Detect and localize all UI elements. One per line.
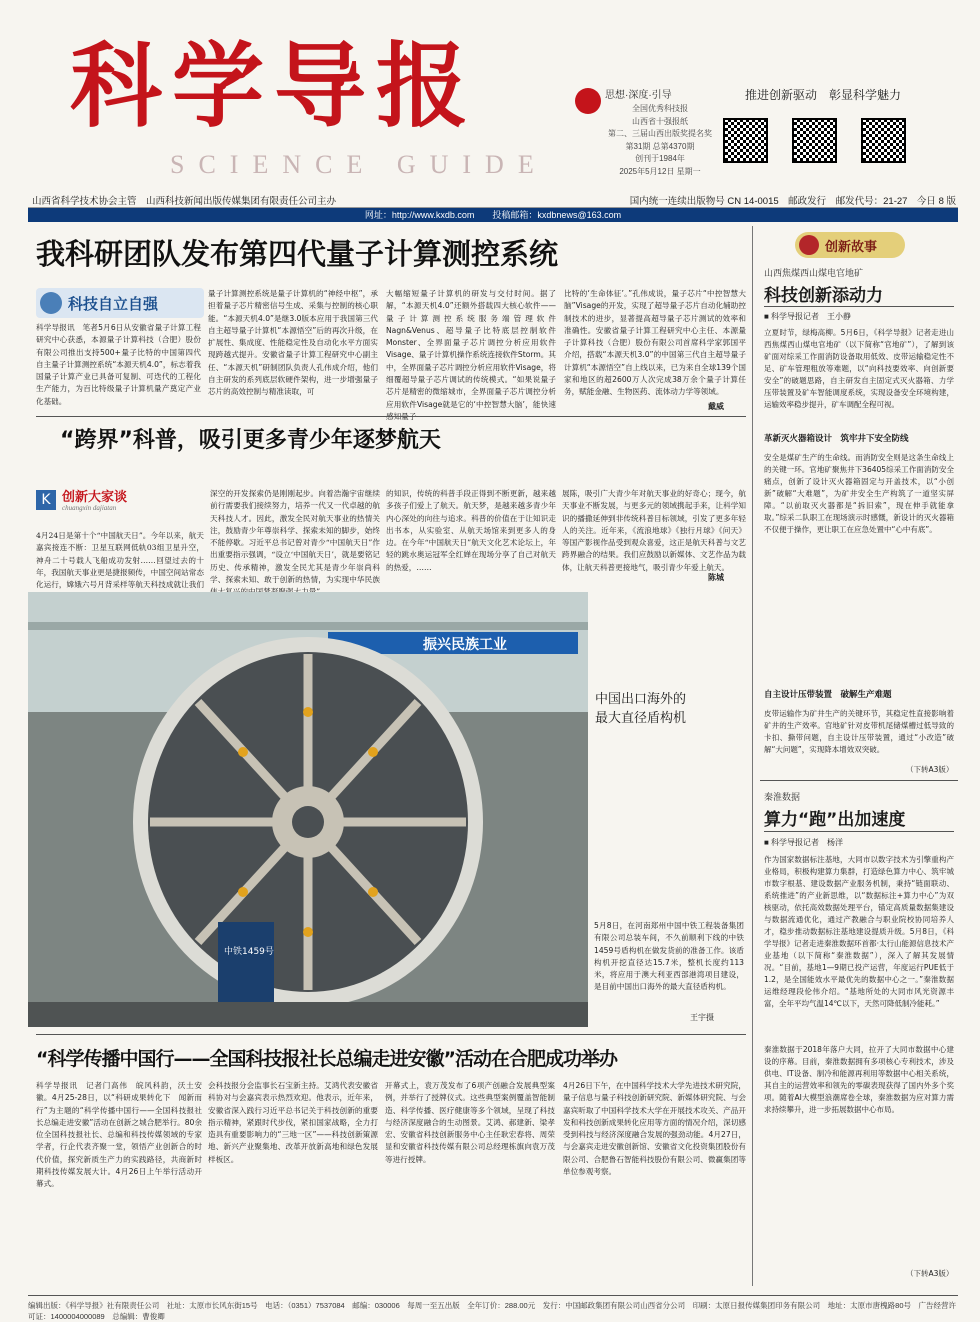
story2-headline: 算力“跑”出加速度 bbox=[764, 810, 906, 830]
section-badge bbox=[795, 232, 905, 258]
qr-code-icon[interactable] bbox=[861, 118, 906, 163]
story1-subhead-1: 革新灭火器箱设计 筑牢井下安全防线 bbox=[764, 434, 909, 444]
third-col-3: 开幕式上，袁万茂发布了6项产创融合发展典型案例，并举行了授牌仪式。这些典型案例覆盖智能制造、科学传播、医疗健康等多个领域，呈现了科技与经济深度融合的生动图景。艾鸿、郝建新、梁孝宏、安徽省科技创新服务中心主任耿宏春将、周荣显和安徽省科技传媒有限公司总经理栋旗向袁万茂等进行授牌。 bbox=[385, 1081, 555, 1164]
issue-number: 第31期 总第4370期 bbox=[625, 141, 695, 151]
column-tag: 创新大家谈 bbox=[62, 490, 128, 505]
third-col-1: 科学导报讯 记者门高伟 皖风科韵，沃土安徽。4月25-28日，以“科研成果转化下 闻新而行”为主题的“科学传播中国行——全国科技报社长总编走进安徽”活动在创新之城合肥举行。80余位全国科技报社长、总编和科技传媒领域的专家学者，行企代表齐聚一堂，领悟产业创新合的时代价值，探究新质生产力的实践路径，共商新时期科技传媒发展大计。4月26日上午举行活动开幕式。 bbox=[36, 1081, 202, 1189]
sidebar-divider bbox=[752, 226, 753, 1286]
lead-headline: 我科研团队发布第四代量子计算测控系统 bbox=[36, 237, 559, 271]
story1-para-2: 安全是煤矿生产的生命线。而消防安全则是这条生命线上的关键一环。官地矿聚焦井下36405综采工作面消防安全痛点，创新了设计灭火器箱固定与开盖技术，以“小创新”破解“大难题”，为矿井安全生产构筑了一道坚实屏障。“以前取灭火器都是“拆旧索”，现在伸手就能拿取。”综采二队职工在现场演示时感慨，新设计的灭火器箱不仅便于操作，更让职工在应急处置中“心中有底”。 bbox=[764, 453, 954, 534]
continue-note: （下转A3版） bbox=[906, 765, 954, 774]
photo-caption-title-line: 最大直径盾构机 bbox=[595, 711, 687, 726]
slogan: 推进创新驱动 彰显科学魅力 bbox=[745, 88, 902, 102]
story2-para-2: 秦淮数据于2018年落户大同，拉开了大同市数据中心建设的序幕。目前，秦淮数据拥有多项核心专利技术，涉及供电、IT设备、制冷和能源再利用等数据中心相关系统，其自主的运营效率和领先的零碳表现获得了国内外多个奖项。随着AI大模型浪潮席卷全球，秦淮数据为应对算力需求持续攀升，进一步拓展数据中心布局。 bbox=[764, 1045, 954, 1114]
tunnel-boring-machine-illustration bbox=[28, 592, 588, 1027]
publication-info: 国内统一连续出版物号 CN 14-0015 邮政发行 邮发代号：21-27 今日 8 版 bbox=[629, 196, 956, 207]
photo-caption-title bbox=[595, 690, 686, 728]
continue-note: （下转A3版） bbox=[906, 1269, 954, 1278]
divider bbox=[764, 306, 954, 307]
second-col-3: 的知识，传统的科普手段正得到不断更新，越来越多孩子们爱上了航天。航天梦，是越来越多青少年内心深处的向往与追求。科普的价值在于让知识走出书本，从实验室、从航天场馆来到更多人的身边。在今年“中国航天日”航天文化艺术论坛上，年轻的跳水奥运冠军全红婵在现场分享了自己对航天的热爱，…… bbox=[386, 489, 556, 572]
issue-date: 2025年5月12日 星期一 bbox=[619, 166, 701, 176]
qr-code-icon[interactable] bbox=[723, 118, 768, 163]
divider bbox=[764, 831, 954, 832]
news-photo bbox=[28, 592, 588, 1027]
divider bbox=[36, 416, 746, 417]
story2-subtitle: 秦淮数据 bbox=[764, 792, 801, 802]
publisher-info: 山西省科学技术协会主管 山西科技新闻出版传媒集团有限责任公司主办 bbox=[32, 196, 337, 207]
org-bar bbox=[28, 190, 958, 208]
lead-col-4: 比特的‘生命体征’。”孔伟成说，量子芯片“中控智慧大脑”Visage的开发，实现了超导量子芯片自动化辅助控制技术的进步，显著提高超导量子芯片测试的效率和准确性。安徽省量子计算工程研究中心主任、本源量子计算科技（合肥）股份有限公司首席科学家郭国平介绍，搭载“本源天机3.0”的中国第三代自主超导量子计算机“本源悟空”自上线以来，已为来自全球139个国家和地区的超2600万人次完成38万余个量子计算任务，赋能金融、生物医药、流体动力学等领域。 bbox=[564, 289, 746, 397]
founded-year: 创刊于1984年 bbox=[635, 154, 685, 163]
second-byline: 陈城 bbox=[708, 573, 724, 582]
masthead-title: 科学导报 bbox=[70, 32, 479, 140]
photo-caption-title-line: 中国出口海外的 bbox=[595, 692, 687, 707]
column-tag: 科技自立自强 bbox=[68, 295, 159, 313]
masthead-info bbox=[605, 103, 715, 178]
factory-sign: 振兴民族工业 bbox=[423, 637, 507, 653]
footer: 编辑出版：《科学导报》社有限责任公司 社址：太原市长风东街15号 电话：（0351）7537084 邮编：030006 每周一至五出版 全年订价：288.00元 发行：中国邮政集团有限公司山西省分公司 印刷：太原日报传媒集团印务有限公司 地址：太原市唐槐路80号 广告经营许可证：1400004000089 总编辑：曹俊卿 bbox=[28, 1295, 958, 1322]
k-logo-icon: K bbox=[36, 490, 56, 510]
masthead-info-line: 山西省十强报纸 bbox=[632, 116, 688, 126]
second-col-2: 深空的开发探索仍是刚刚起步。向着浩瀚宇宙继续前行需要我们接续努力，培养一代又一代卓越的航天科技人才。因此，激发全民对航天事业的热情关注，鼓励青少年尊崇科学、探索未知的脚步，始终不能停歇。习近平总书记曾对青少“中国航天日”作出重要指示强调，“设立‘中国航天日’，就是要铭记历史、传承精神，激发全民尤其是青少年崇尚科学、探索未知、敢于创新的热情，为实现中华民族 bbox=[210, 489, 380, 585]
third-col-4: 4月26日下午，在中国科学技术大学先进技术研究院，量子信息与量子科技创新研究院、新媒体研究院、与会嘉宾听取了中国科学技术大学在开展技术攻关、产品开发和科技创新成果转化应用等方面的情况介绍，深切感受到科技与经济深度融合发展的强劲动能。4月27日，与会嘉宾走进安徽创新馆、安徽省文化投资集团股份有限公司、合肥鲁石智能科技股份有限公司、微赢集团等单位参观考察。 bbox=[563, 1081, 746, 1177]
story1-subhead-2: 自主设计压带装置 破解生产难题 bbox=[764, 690, 892, 700]
masthead-info-line: 全国优秀科技报 bbox=[632, 104, 688, 113]
newspaper-logo-icon bbox=[575, 88, 601, 114]
masthead-info-line: 第二、三届山西出版奖提名奖 bbox=[608, 129, 712, 138]
lead-byline: 戴威 bbox=[708, 402, 724, 411]
divider bbox=[760, 780, 958, 781]
badge-icon bbox=[799, 235, 819, 255]
divider bbox=[36, 1034, 746, 1035]
motto: 思想·深度·引导 bbox=[605, 90, 672, 101]
globe-icon bbox=[40, 292, 62, 314]
second-col-1: 4月24日是第十个“中国航天日”。今年以来，航天嘉宾接连不断：卫星互联网低轨03组卫星升空，神舟二十号载人飞船成功发射……回望过去的十年，我国航天事业更是捷报频传，中国空间站常态化运行，嫦娥六号月背采样等航天科技成就让我们 bbox=[36, 531, 204, 590]
story1-subtitle: 山西焦煤西山煤电官地矿 bbox=[764, 268, 864, 278]
lead-col-2: 量子计算测控系统是量子计算机的“神经中枢”，承担着量子芯片精密信号生成、采集与控制的核心职能。“本源天机4.0”是继3.0版本应用于我国第三代自主超导量子计算机“本源悟空”后的再次升级，在扩展性、集成度、性能稳定性及自动化水平方面实现跨越式提升。安徽省量子计算工程研究中心副主任、“本源天机”研制团队负责人孔伟成介绍，他们自主研发的系列底层软硬件架构，进一步增强量子芯片的高效控制与精准读取，可 bbox=[208, 289, 378, 397]
column-pinyin: chuangxin dajiatan bbox=[62, 504, 117, 512]
third-col-2: 会科技报分会监事长石宝新主持。艾鸿代表安徽省科协对与会嘉宾表示热烈欢迎。他表示，近年来，安徽省深入践行习近平总书记关于科技创新的重要指示精神，紧跟时代步伐，紧扣国家战略，全力打造具有重要影响力的“三地一区”——科技创新策源地、新兴产业聚集地、改革开放新高地和绿色发展样板区。 bbox=[208, 1081, 378, 1164]
lead-col-3: 大幅缩短量子计算机的研发与交付时间。据了解，“本源天机4.0”还额外搭载四大核心软件——量子计算测控系统服务端管理软件Nagn&Venus、超导量子比特底层控制软件Monster、全界面量子芯片调控分析应用软件Visage、量子计算机操作系统连接软件Storm。其中，全界面量子芯片调控分析应用软件Visage，将细覆超导量子芯片调试的传统模式。“如果说量子芯片是精密的微缩城市，全界面量子芯片调控分析应用软件Visage就是它的‘中控智慧大脑’，能快速 bbox=[386, 289, 556, 409]
column-tag-badge bbox=[36, 288, 204, 318]
machine-label: 中铁1459号 bbox=[224, 947, 274, 957]
third-headline: “科学传播中国行——全国科技报社长总编走进安徽”活动在合肥成功举办 bbox=[36, 1048, 617, 1070]
story2-para-1: 作为国家数据标注基地，大同市以数字技术为引擎重构产业格局，积极构建算力集群，打造绿色算力中心、筑牢城市数字根基、建设数据产业服务机制，秉持“链面联动、系统推进”的产业新思维，以“数据标注+算力中心”为双核驱动，依托高效数据处理平台，锚定高质量数据集建设与数据流通优化，通过产教融合与职业院校协同培养人才，稳步推动数据标注基地建设提质升级。5月8日，《科学导报》记者走进秦淮数据环首都·太行山能源信息技术产业基地（以下简称“秦淮数据”），深入了解其发展情况。“目前，基地1—9期已投产运营，年度运行PUE低于1.2，是全国能效水平最优先的数据中心之一。”秦淮数据运维经理段伦伟介绍。“基地所处的大同市风光资源丰富，全年平均气温14℃以下，天然可降低制冷能耗。” bbox=[764, 855, 954, 1008]
qr-code-icon[interactable] bbox=[792, 118, 837, 163]
section-badge-label: 创新故事 bbox=[825, 240, 878, 255]
story1-headline: 科技创新添动力 bbox=[764, 286, 883, 306]
lead-col-1: 科学导报讯 笔者5月6日从安徽省量子计算工程研究中心获悉，本源量子计算科技（合肥）股份有限公司推出支持500+量子比特的中国第四代自主量子计算测控系统“本源天机4.0”，标志着我国量子计算产业已具备可复制、可迭代的工程化生产能力，为百比特级量子计算机量产奠定产业化基础。 bbox=[36, 323, 201, 406]
story1-byline: ■ 科学导报记者 王小静 bbox=[764, 312, 852, 321]
photo-credit: 王宇摄 bbox=[690, 1013, 714, 1022]
masthead-english-title: SCIENCE GUIDE bbox=[170, 150, 548, 179]
story1-para-1: 立夏时节，绿梅高柳。5月6日，《科学导报》记者走进山西焦煤西山煤电官地矿（以下简称“官地矿”），了解到该矿面对综采工作面消防设备取用低效、皮带运输稳定性不足、矿车管理粗放等难题，以“向科技要效率、向创新要安全”的破题思路，自主研发自主固定式灭火器箱、力学压带装置及矿车智能调度系统，实现设备安全环境构建，运输效率稳步提升，矿车调配全程可视。 bbox=[764, 328, 954, 409]
story2-byline: ■ 科学导报记者 杨洋 bbox=[764, 838, 844, 847]
url-bar[interactable]: 网址：http://www.kxdb.com 投稿邮箱：kxdbnews@163.com bbox=[28, 208, 958, 222]
second-col-4: 展陈，吸引广大青少年对航天事业的好奇心；现今，航天事业不断发展，与更多元的领域携起手来，让科学知识的播撒延伸到非传统科普目标领域，引发了更多年轻人的关注。近年来，《流浪地球》《独行月球》《问天》等国产影视作品受到观众喜爱，这正是航天科普与文艺跨界融合的结果。我们应鼓励以新媒体、文艺作品为载体，让航天科普更接地气，吸引青少年爱上航天。 bbox=[562, 489, 746, 572]
second-headline: “跨界”科普，吸引更多青少年逐梦航天 bbox=[60, 428, 441, 453]
photo-caption: 5月8日，在河南郑州中国中铁工程装备集团有限公司总装车间，不久前顺利下线的中铁1459号盾构机在做发货前的准备工作。该盾构机开挖直径达15.7米，整机长度约113米，将应用于澳大利亚西部港湾项目建设，是目前中国出口海外的最大直径盾构机。 bbox=[594, 921, 744, 992]
story1-para-3: 皮带运输作为矿井生产的关键环节，其稳定性直接影响着矿井的生产效率。官地矿针对皮带机尾储煤槽过低导致的卡扣、撕带问题，自主设计压带装置，通过“小改造”破解“大问题”，实现降本增效双突破。 bbox=[764, 709, 954, 754]
